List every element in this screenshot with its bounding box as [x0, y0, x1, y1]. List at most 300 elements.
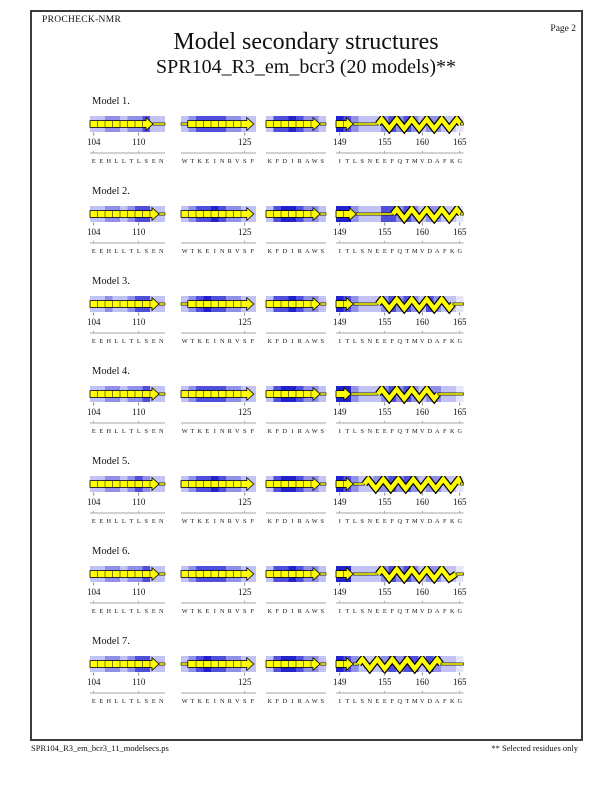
svg-text:W: W [311, 248, 318, 255]
coil-line [159, 483, 165, 485]
svg-text:S: S [242, 518, 247, 525]
model-row [0, 186, 612, 260]
svg-text:R: R [297, 608, 302, 615]
sequence-track [266, 423, 326, 435]
svg-text:I: I [213, 248, 216, 255]
svg-text:N: N [219, 338, 225, 345]
svg-text:F: F [390, 338, 395, 345]
segment-plot [171, 296, 266, 346]
svg-text:E: E [382, 518, 387, 525]
coil-line [351, 393, 378, 395]
svg-text:E: E [99, 158, 104, 165]
svg-text:R: R [297, 518, 302, 525]
coil-line [353, 303, 378, 305]
svg-text:T: T [190, 248, 195, 255]
svg-text:E: E [375, 248, 380, 255]
svg-text:W: W [181, 518, 188, 525]
svg-text:H: H [106, 248, 112, 255]
svg-text:155: 155 [378, 317, 392, 327]
svg-text:D: D [282, 518, 288, 525]
sequence-track [181, 601, 256, 615]
sequence-track [336, 691, 464, 705]
svg-text:L: L [114, 158, 119, 165]
svg-text:E: E [375, 518, 380, 525]
residue-axis [238, 133, 252, 148]
svg-text:T: T [190, 608, 195, 615]
svg-text:125: 125 [238, 317, 252, 327]
model-row [0, 636, 612, 710]
svg-text:D: D [282, 158, 288, 165]
segment-plot [256, 206, 336, 256]
svg-text:L: L [114, 698, 119, 705]
svg-text:F: F [390, 248, 395, 255]
svg-text:E: E [375, 698, 380, 705]
residue-axis [238, 223, 252, 238]
svg-text:V: V [234, 698, 240, 705]
svg-text:I: I [291, 428, 294, 435]
svg-text:K: K [267, 338, 273, 345]
svg-text:E: E [99, 518, 104, 525]
svg-text:F: F [442, 158, 447, 165]
svg-text:K: K [449, 698, 455, 705]
svg-text:S: S [144, 158, 149, 165]
svg-text:F: F [390, 698, 395, 705]
svg-text:D: D [427, 338, 433, 345]
sequence-track [336, 331, 464, 345]
sequence-track [266, 693, 326, 705]
svg-text:T: T [345, 248, 350, 255]
svg-text:S: S [360, 518, 365, 525]
svg-text:165: 165 [453, 317, 467, 327]
svg-text:104: 104 [87, 137, 101, 147]
svg-text:M: M [411, 518, 418, 525]
coil-line [181, 663, 188, 665]
residue-axis [238, 583, 252, 598]
footer-note: ** Selected residues only [491, 743, 578, 753]
residue-axis [333, 133, 467, 148]
svg-text:R: R [227, 158, 232, 165]
svg-text:N: N [158, 428, 164, 435]
svg-text:104: 104 [87, 587, 101, 597]
svg-text:I: I [213, 518, 216, 525]
svg-text:E: E [205, 608, 210, 615]
svg-text:S: S [144, 698, 149, 705]
coil-line [356, 213, 393, 215]
svg-text:K: K [197, 338, 203, 345]
svg-text:N: N [219, 608, 225, 615]
segment-plot [256, 476, 336, 526]
svg-text:M: M [411, 698, 418, 705]
svg-text:M: M [411, 158, 418, 165]
svg-text:D: D [282, 338, 288, 345]
svg-text:K: K [267, 248, 273, 255]
svg-text:V: V [234, 338, 240, 345]
coil-line [159, 303, 165, 305]
svg-text:155: 155 [378, 407, 392, 417]
svg-text:V: V [419, 518, 425, 525]
svg-text:D: D [427, 608, 433, 615]
svg-text:E: E [205, 518, 210, 525]
svg-text:F: F [250, 338, 255, 345]
svg-text:T: T [190, 338, 195, 345]
svg-text:G: G [457, 608, 463, 615]
svg-text:Q: Q [397, 608, 403, 615]
svg-text:E: E [151, 158, 156, 165]
svg-text:125: 125 [238, 497, 252, 507]
svg-text:T: T [190, 428, 195, 435]
svg-text:R: R [297, 158, 302, 165]
residue-axis [87, 493, 146, 508]
svg-text:149: 149 [333, 497, 347, 507]
svg-text:E: E [382, 158, 387, 165]
svg-text:L: L [136, 428, 141, 435]
svg-text:K: K [449, 338, 455, 345]
svg-text:F: F [250, 698, 255, 705]
residue-axis [333, 403, 467, 418]
svg-text:L: L [121, 698, 126, 705]
sequence-track [181, 691, 256, 705]
svg-text:D: D [282, 608, 288, 615]
svg-text:110: 110 [132, 677, 146, 687]
svg-text:149: 149 [333, 137, 347, 147]
svg-text:V: V [234, 518, 240, 525]
svg-text:S: S [144, 518, 149, 525]
coil-line [461, 213, 464, 215]
svg-text:L: L [136, 698, 141, 705]
svg-text:L: L [114, 608, 119, 615]
svg-text:F: F [390, 518, 395, 525]
coil-line [159, 213, 165, 215]
svg-text:E: E [151, 338, 156, 345]
svg-text:S: S [242, 338, 247, 345]
svg-text:Q: Q [397, 428, 403, 435]
svg-text:E: E [99, 698, 104, 705]
svg-text:L: L [136, 518, 141, 525]
svg-text:104: 104 [87, 497, 101, 507]
segment-plot [326, 296, 474, 346]
svg-text:L: L [121, 338, 126, 345]
residue-axis [238, 673, 252, 688]
svg-text:E: E [151, 248, 156, 255]
coil-line [461, 483, 464, 485]
svg-text:D: D [427, 698, 433, 705]
svg-text:W: W [181, 338, 188, 345]
sequence-track [266, 243, 326, 255]
svg-text:A: A [434, 338, 440, 345]
segment-plot [256, 386, 336, 436]
svg-text:K: K [449, 518, 455, 525]
segment-plot [80, 386, 175, 436]
svg-text:W: W [311, 698, 318, 705]
svg-text:165: 165 [453, 137, 467, 147]
svg-text:155: 155 [378, 587, 392, 597]
svg-text:L: L [121, 518, 126, 525]
svg-text:T: T [129, 608, 134, 615]
svg-text:S: S [320, 158, 325, 165]
sequence-track [181, 421, 256, 435]
svg-text:S: S [144, 428, 149, 435]
residue-axis [333, 673, 467, 688]
sequence-track [336, 601, 464, 615]
svg-text:T: T [345, 698, 350, 705]
svg-text:149: 149 [333, 227, 347, 237]
svg-text:F: F [250, 518, 255, 525]
svg-text:M: M [411, 338, 418, 345]
sequence-track [336, 511, 464, 525]
svg-text:T: T [345, 608, 350, 615]
svg-text:N: N [219, 518, 225, 525]
svg-text:F: F [250, 428, 255, 435]
sequence-track [90, 421, 165, 435]
svg-text:L: L [352, 698, 357, 705]
svg-text:I: I [338, 338, 341, 345]
svg-text:E: E [375, 428, 380, 435]
segment-plot [80, 566, 175, 616]
segment-plot [171, 656, 266, 706]
svg-text:Q: Q [397, 158, 403, 165]
svg-text:E: E [205, 248, 210, 255]
svg-text:E: E [151, 518, 156, 525]
svg-text:A: A [304, 698, 310, 705]
residue-axis [238, 493, 252, 508]
segment-plot [256, 566, 336, 616]
svg-text:M: M [411, 608, 418, 615]
svg-text:E: E [91, 338, 96, 345]
svg-text:G: G [457, 248, 463, 255]
segment-plot [80, 476, 175, 526]
svg-text:V: V [419, 608, 425, 615]
svg-text:T: T [345, 338, 350, 345]
svg-text:T: T [345, 518, 350, 525]
svg-text:D: D [282, 698, 288, 705]
svg-text:A: A [304, 428, 310, 435]
svg-text:G: G [457, 698, 463, 705]
svg-text:R: R [297, 428, 302, 435]
coil-line [153, 123, 165, 125]
segment-plot [80, 656, 175, 706]
svg-text:R: R [227, 428, 232, 435]
coil-line [353, 483, 364, 485]
svg-text:E: E [382, 338, 387, 345]
svg-text:V: V [234, 158, 240, 165]
svg-text:S: S [320, 338, 325, 345]
svg-text:S: S [320, 698, 325, 705]
residue-axis [333, 583, 467, 598]
svg-text:110: 110 [132, 497, 146, 507]
svg-text:I: I [291, 158, 294, 165]
svg-text:L: L [121, 608, 126, 615]
svg-text:165: 165 [453, 587, 467, 597]
model-label: Model 3. [92, 276, 130, 287]
segment-plot [171, 566, 266, 616]
svg-text:E: E [205, 698, 210, 705]
svg-text:A: A [434, 248, 440, 255]
svg-text:K: K [449, 158, 455, 165]
sequence-track [90, 241, 165, 255]
svg-text:E: E [382, 698, 387, 705]
svg-text:T: T [129, 248, 134, 255]
svg-text:W: W [181, 698, 188, 705]
svg-text:F: F [442, 428, 447, 435]
svg-text:A: A [434, 698, 440, 705]
svg-text:N: N [219, 428, 225, 435]
svg-text:125: 125 [238, 587, 252, 597]
svg-text:A: A [434, 428, 440, 435]
svg-text:T: T [129, 428, 134, 435]
svg-text:E: E [375, 608, 380, 615]
coil-line [353, 123, 378, 125]
svg-text:L: L [136, 338, 141, 345]
sequence-track [90, 331, 165, 345]
svg-text:N: N [158, 338, 164, 345]
svg-text:125: 125 [238, 227, 252, 237]
svg-text:F: F [442, 608, 447, 615]
svg-text:I: I [291, 248, 294, 255]
segment-plot [326, 476, 474, 526]
svg-text:F: F [275, 518, 280, 525]
svg-text:A: A [304, 158, 310, 165]
svg-text:R: R [297, 248, 302, 255]
svg-text:R: R [227, 248, 232, 255]
svg-text:155: 155 [378, 137, 392, 147]
svg-text:160: 160 [415, 137, 429, 147]
svg-text:F: F [390, 608, 395, 615]
svg-text:E: E [375, 158, 380, 165]
svg-text:R: R [297, 338, 302, 345]
svg-text:F: F [442, 248, 447, 255]
segment-plot [171, 206, 266, 256]
coil-line [159, 393, 165, 395]
svg-text:160: 160 [415, 317, 429, 327]
svg-text:S: S [144, 338, 149, 345]
svg-text:155: 155 [378, 677, 392, 687]
svg-text:Q: Q [397, 698, 403, 705]
model-label: Model 1. [92, 96, 130, 107]
svg-text:N: N [158, 518, 164, 525]
residue-axis [87, 673, 146, 688]
sequence-track [181, 331, 256, 345]
svg-text:E: E [382, 428, 387, 435]
svg-text:R: R [297, 698, 302, 705]
svg-text:K: K [197, 248, 203, 255]
svg-text:I: I [213, 158, 216, 165]
segment-plot [256, 116, 336, 166]
svg-text:V: V [419, 248, 425, 255]
svg-text:T: T [190, 698, 195, 705]
model-row [0, 96, 612, 170]
svg-text:155: 155 [378, 497, 392, 507]
svg-text:F: F [250, 608, 255, 615]
svg-text:G: G [457, 518, 463, 525]
svg-text:S: S [242, 248, 247, 255]
svg-text:149: 149 [333, 407, 347, 417]
svg-text:I: I [213, 338, 216, 345]
segment-plot [256, 296, 336, 346]
svg-text:N: N [367, 338, 373, 345]
svg-text:D: D [282, 248, 288, 255]
svg-text:G: G [457, 338, 463, 345]
svg-text:E: E [205, 158, 210, 165]
svg-text:E: E [91, 698, 96, 705]
segment-plot [256, 656, 336, 706]
sequence-track [336, 421, 464, 435]
svg-text:S: S [320, 428, 325, 435]
svg-text:G: G [457, 428, 463, 435]
svg-text:D: D [427, 518, 433, 525]
svg-text:R: R [227, 698, 232, 705]
svg-text:E: E [382, 608, 387, 615]
coil-line [181, 303, 188, 305]
svg-text:T: T [129, 338, 134, 345]
svg-text:F: F [275, 158, 280, 165]
svg-text:S: S [360, 158, 365, 165]
sequence-track [266, 153, 326, 165]
svg-text:A: A [434, 158, 440, 165]
svg-text:W: W [311, 608, 318, 615]
segment-plot [171, 476, 266, 526]
svg-text:155: 155 [378, 227, 392, 237]
svg-text:I: I [338, 698, 341, 705]
svg-text:N: N [219, 248, 225, 255]
svg-text:E: E [382, 248, 387, 255]
model-label: Model 5. [92, 456, 130, 467]
svg-text:D: D [427, 158, 433, 165]
svg-text:N: N [158, 248, 164, 255]
model-label: Model 2. [92, 186, 130, 197]
svg-text:W: W [181, 608, 188, 615]
svg-text:L: L [352, 338, 357, 345]
svg-text:T: T [405, 158, 410, 165]
residue-axis [87, 403, 146, 418]
svg-text:K: K [197, 698, 203, 705]
sequence-track [266, 603, 326, 615]
svg-text:T: T [345, 158, 350, 165]
svg-text:N: N [367, 248, 373, 255]
svg-text:I: I [338, 248, 341, 255]
svg-text:R: R [227, 338, 232, 345]
svg-text:H: H [106, 158, 112, 165]
svg-text:E: E [91, 158, 96, 165]
svg-text:104: 104 [87, 407, 101, 417]
svg-text:165: 165 [453, 677, 467, 687]
model-row [0, 276, 612, 350]
svg-text:H: H [106, 608, 112, 615]
svg-text:K: K [449, 428, 455, 435]
svg-text:H: H [106, 698, 112, 705]
svg-text:K: K [449, 608, 455, 615]
svg-text:104: 104 [87, 317, 101, 327]
svg-text:I: I [338, 518, 341, 525]
svg-text:E: E [99, 338, 104, 345]
svg-text:L: L [352, 518, 357, 525]
svg-text:165: 165 [453, 227, 467, 237]
page-title: Model secondary structures [173, 29, 439, 55]
svg-text:N: N [367, 608, 373, 615]
residue-axis [238, 403, 252, 418]
svg-text:E: E [205, 428, 210, 435]
svg-text:T: T [405, 698, 410, 705]
svg-text:L: L [352, 428, 357, 435]
svg-text:165: 165 [453, 497, 467, 507]
sequence-track [90, 601, 165, 615]
svg-text:N: N [367, 158, 373, 165]
svg-text:Q: Q [397, 338, 403, 345]
svg-text:S: S [144, 608, 149, 615]
svg-text:T: T [129, 518, 134, 525]
svg-text:L: L [121, 248, 126, 255]
svg-text:160: 160 [415, 497, 429, 507]
svg-text:I: I [291, 518, 294, 525]
